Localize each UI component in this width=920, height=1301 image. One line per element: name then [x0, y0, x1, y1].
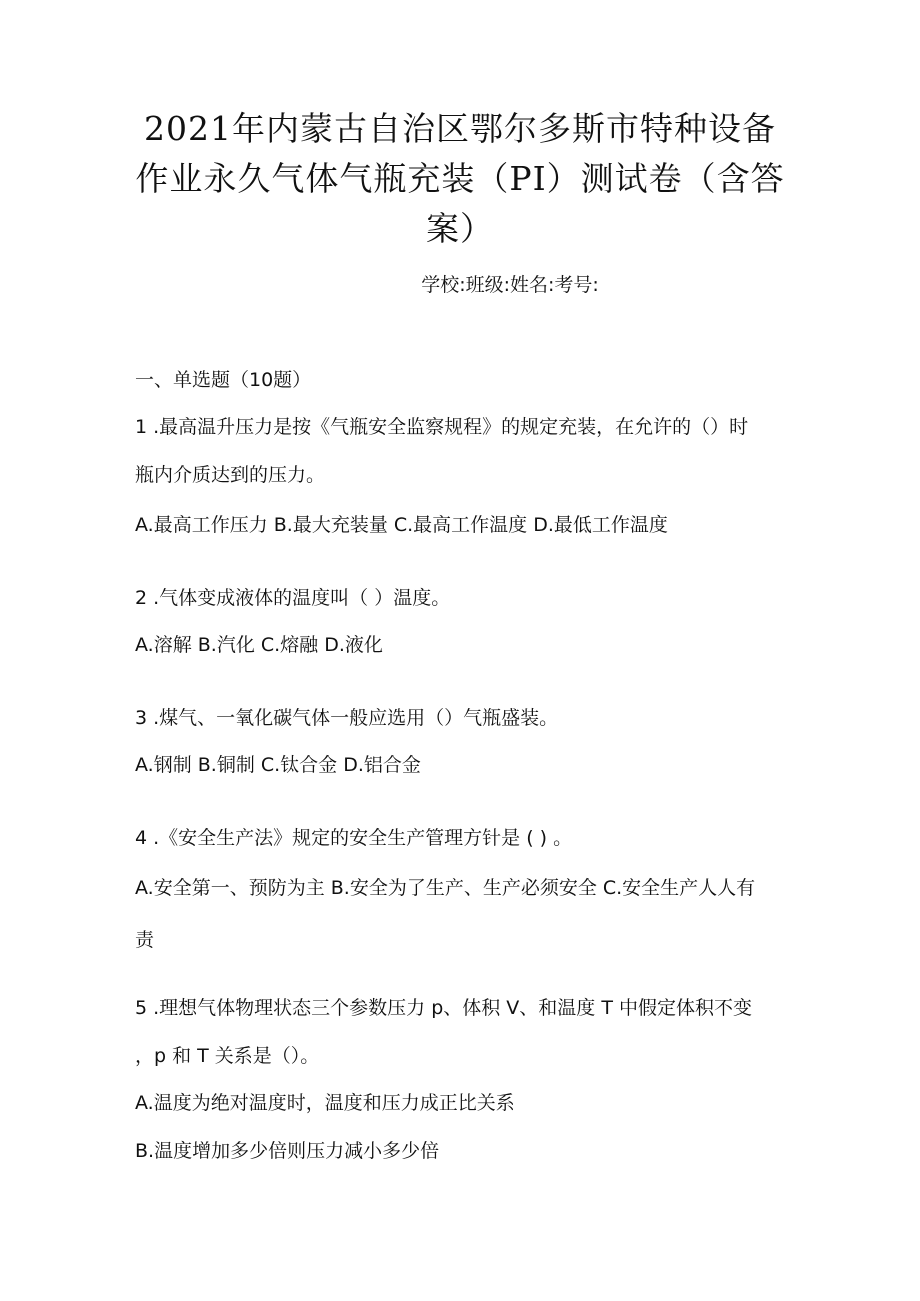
student-info-line: 学校:班级:姓名:考号:: [421, 274, 599, 296]
document-title-line-1: 2021年内蒙古自治区鄂尔多斯市特种设备: [144, 109, 776, 148]
question-5-stem-line-1: 5 .理想气体物理状态三个参数压力 p、体积 V、和温度 T 中假定体积不变: [135, 997, 752, 1019]
document-title-line-3: 案）: [426, 209, 494, 248]
question-4-stem: 4 .《安全生产法》规定的安全生产管理方针是 ( ) 。: [135, 827, 573, 849]
question-1-stem-line-2: 瓶内介质达到的压力。: [135, 464, 326, 486]
question-5-option-a: A.温度为绝对温度时，温度和压力成正比关系: [135, 1092, 515, 1114]
section-heading: 一、单选题（10题）: [135, 369, 312, 391]
question-2-stem: 2 .气体变成液体的温度叫（ ）温度。: [135, 587, 451, 609]
question-3-options: A.钢制 B.铜制 C.钛合金 D.铝合金: [135, 754, 421, 776]
question-1-stem-line-1: 1 .最高温升压力是按《气瓶安全监察规程》的规定充装，在允许的（）时: [135, 416, 749, 438]
question-4-options-line-2: 责: [135, 929, 155, 951]
question-2-options: A.溶解 B.汽化 C.熔融 D.液化: [135, 634, 383, 656]
question-5-stem-line-2: ，p 和 T 关系是（）。: [135, 1045, 320, 1067]
question-1-options: A.最高工作压力 B.最大充装量 C.最高工作温度 D.最低工作温度: [135, 514, 668, 536]
document-title-line-2: 作业永久气体气瓶充装（PI）测试卷（含答: [135, 159, 785, 198]
question-3-stem: 3 .煤气、一氧化碳气体一般应选用（）气瓶盛装。: [135, 707, 559, 729]
question-4-options-line-1: A.安全第一、预防为主 B.安全为了生产、生产必须安全 C.安全生产人人有: [135, 877, 756, 899]
question-5-option-b: B.温度增加多少倍则压力减小多少倍: [135, 1140, 440, 1162]
